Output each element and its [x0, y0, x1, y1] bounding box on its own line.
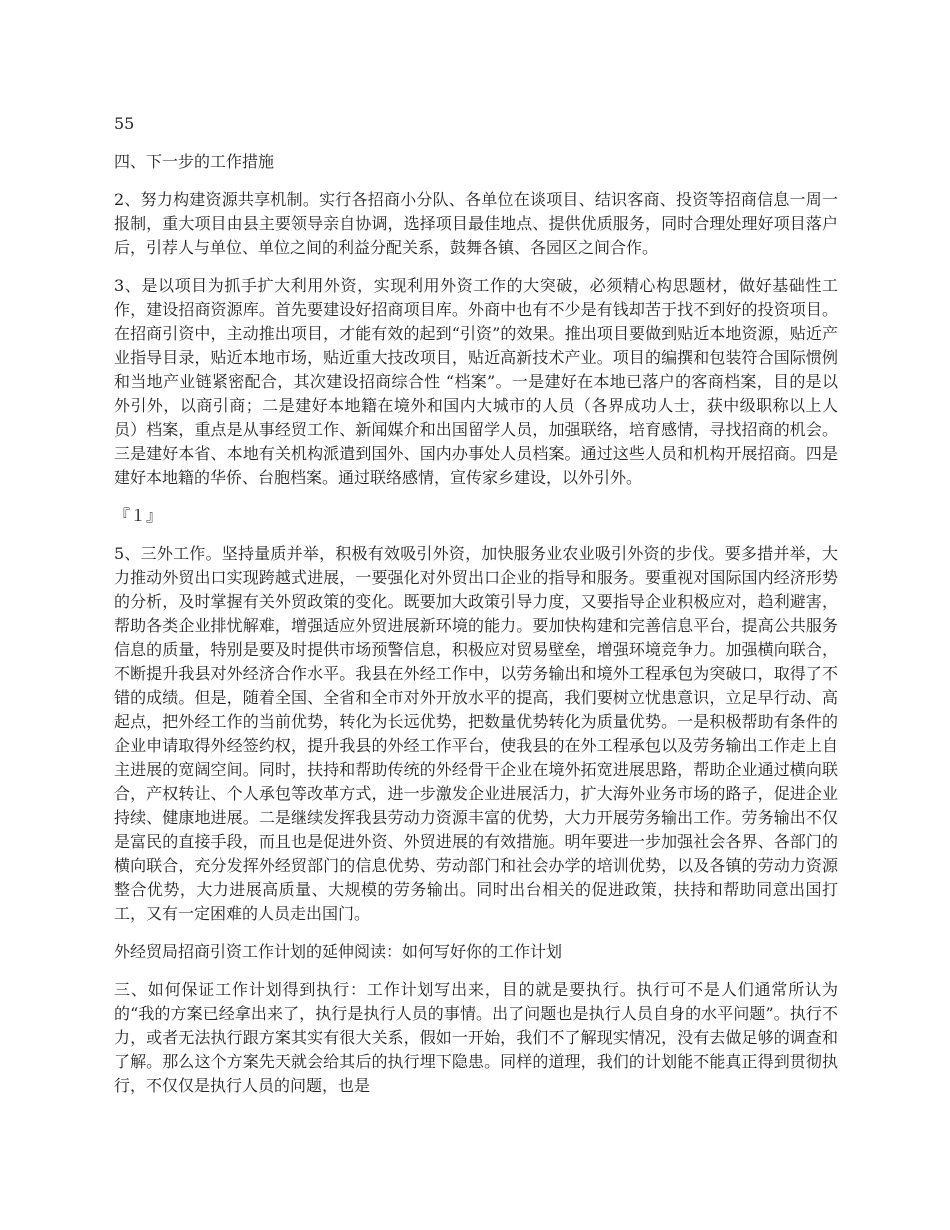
- reference-mark: 『１』: [114, 506, 163, 525]
- paragraph-resource-sharing: 2、努力构建资源共享机制。实行各招商小分队、各单位在谈项目、结识客商、投资等招商信息一周一报制，重大项目由县主要领导亲自协调，选择项目最佳地点、提供优质服务，同时合理处理好项目落户后，引荐人与单位、单位之间的利益分配关系，鼓舞各镇、各园区之间合作。: [114, 190, 838, 257]
- document-page: [114, 112, 838, 1112]
- paragraph-foreign-trade-work: 5、三外工作。坚持量质并举，积极有效吸引外资，加快服务业农业吸引外资的步伐。要多措并举，大力推动外贸出口实现跨越式进展，一要强化对外贸出口企业的指导和服务。要重视对国际国内经济形势的分析，及时掌握有关外贸政策的变化。既要加大政策引导力度，又要指导企业积极应对，趋利避害，帮助各类企业排忧解难，增强适应外贸进展新环境的能力。要加快构建和完善信息平台，提高公共服务信息的质量，特别是要及时提供市场预警信息，积极应对贸易壁垒，增强环境竞争力。加强横向联合，不断提升我县对外经济合作水平。我县在外经工作中，以劳务输出和境外工程承包为突破口，取得了不错的成绩。但是，随着全国、全省和全市对外开放水平的提高，我们要树立忧患意识，立足早行动、高起点，把外经工作的当前优势，转化为长远优势，把数量优势转化为质量优势。一是积极帮助有条件的企业申请取得外经签约权，提升我县的外经工作平台，使我县的在外工程承包以及劳务输出工作走上自主进展的宽阔空间。同时，扶持和帮助传统的外经骨干企业在境外拓宽进展思路，帮助企业通过横向联合，产权转让、个人承包等改革方式，进一步激发企业进展活力，扩大海外业务市场的路子，促进企业持续、健康地进展。二是继续发挥我县劳动力资源丰富的优势，大力开展劳务输出工作。劳务输出不仅是富民的直接手段，而且也是促进外资、外贸进展的有效措施。明年要进一步加强社会各界、各部门的横向联合，充分发挥外经贸部门的信息优势、劳动部门和社会办学的培训优势，以及各镇的劳动力资源整合优势，大力进展高质量、大规模的劳务输出。同时出台相关的促进政策，扶持和帮助同意出国打工，又有一定困难的人员走出国门。: [114, 544, 838, 923]
- page-number: 55: [114, 114, 135, 133]
- extended-reading-heading: 外经贸局招商引资工作计划的延伸阅读：如何写好你的工作计划: [114, 942, 563, 961]
- paragraph-plan-execution: 三、如何保证工作计划得到执行：工作计划写出来，目的就是要执行。执行可不是人们通常所认为的“我的方案已经拿出来了，执行是执行人员的事情。出了问题也是执行人员自身的水平问题”。执行不力，或者无法执行跟方案其实有很大关系，假如一开始，我们不了解现实情况，没有去做足够的调查和了解。那么这个方案先天就会给其后的执行埋下隐患。同样的道理，我们的计划能不能真正得到贯彻执行，不仅仅是执行人员的问题，也是: [114, 980, 838, 1095]
- paragraph-project-foreign-investment: 3、是以项目为抓手扩大利用外资，实现利用外资工作的大突破，必须精心构思题材，做好基础性工作，建设招商资源库。首先要建设好招商项目库。外商中也有不少是有钱却苦于找不到好的投资项目。在招商引资中，主动推出项目，才能有效的起到“引资”的效果。推出项目要做到贴近本地资源，贴近产业指导目录，贴近本地市场，贴近重大技改项目，贴近高新技术产业。项目的编撰和包装符合国际惯例和当地产业链紧密配合，其次建设招商综合性 “档案”。一是建好在本地已落户的客商档案，目的是以外引外，以商引商；二是建好本地籍在境外和国内大城市的人员（各界成功人士，获中级职称以上人员）档案，重点是从事经贸工作、新闻媒介和出国留学人员，加强联络，培育感情，寻找招商的机会。三是建好本省、本地有关机构派遣到国外、国内办事处人员档案。通过这些人员和机构开展招商。四是建好本地籍的华侨、台胞档案。通过联络感情，宣传家乡建设，以外引外。: [114, 276, 838, 487]
- section-heading: 四、下一步的工作措施: [114, 152, 275, 171]
